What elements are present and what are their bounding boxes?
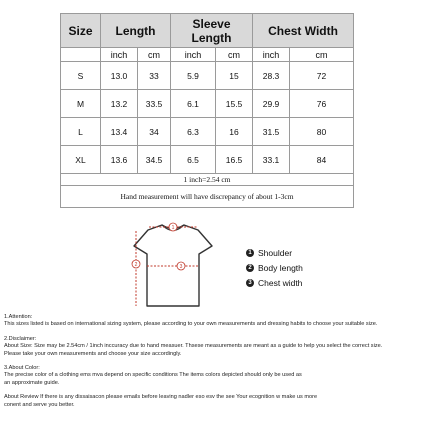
table-cell: 76 xyxy=(290,90,354,118)
measurement-note-row xyxy=(61,186,354,208)
unit-chest-inch: inch xyxy=(253,48,290,62)
conversion-note: 1 inch=2.54 cm xyxy=(61,174,354,186)
unit-length-cm: cm xyxy=(138,48,171,62)
svg-text:1: 1 xyxy=(171,225,175,231)
table-cell: 16.5 xyxy=(216,146,253,174)
table-cell: 29.9 xyxy=(253,90,290,118)
unit-chest-cm: cm xyxy=(290,48,354,62)
table-cell: 15 xyxy=(216,62,253,90)
legend-number: 2 xyxy=(246,264,254,272)
attention-title: 1.Attention: xyxy=(4,314,33,320)
marker-2 xyxy=(132,260,140,268)
table-row xyxy=(61,90,354,118)
unit-sleeve-cm: cm xyxy=(216,48,253,62)
svg-text:3: 3 xyxy=(179,264,183,270)
disclaimer-line: Please take your own measurements and choose your size accordingly. xyxy=(4,350,182,357)
table-cell: 80 xyxy=(290,118,354,146)
table-cell: 5.9 xyxy=(171,62,216,90)
unit-sleeve-inch: inch xyxy=(171,48,216,62)
marker-3 xyxy=(177,262,185,270)
legend-label: Chest width xyxy=(258,277,303,288)
table-cell: 15.5 xyxy=(216,90,253,118)
size-chart-table xyxy=(60,13,354,208)
review-line: About Review If there is any dissaisacon please emails before leaving nadler eso esv the see Your ecognition w make us more xyxy=(4,394,318,401)
table-cell: 33.1 xyxy=(253,146,290,174)
table-row xyxy=(61,146,354,174)
table-cell: 13.2 xyxy=(101,90,138,118)
legend-number: 1 xyxy=(246,249,254,257)
attention-text: This sizes listed is based on international sizing system, please according to your own measurements and dressing habits to choose your suitable size. xyxy=(4,321,378,328)
header-length: Length xyxy=(101,14,171,48)
tshirt-icon xyxy=(128,222,218,312)
legend-number: 3 xyxy=(246,279,254,287)
measurement-legend xyxy=(246,245,303,290)
table-cell: 6.5 xyxy=(171,146,216,174)
table-cell: 33 xyxy=(138,62,171,90)
size-cell: XL xyxy=(61,146,101,174)
disclaimer-title: 2.Disclaimer: xyxy=(4,335,37,342)
conversion-row xyxy=(61,174,354,186)
legend-label: Body length xyxy=(258,262,303,273)
table-cell: 31.5 xyxy=(253,118,290,146)
table-cell: 34 xyxy=(138,118,171,146)
disclaimer-line: About Size: Size may be 2.54cm / 1inch inccuracy due to hand measuer. Thsese measurements are meant as a guide to help you select the correct size. xyxy=(4,343,383,350)
table-cell: 84 xyxy=(290,146,354,174)
header-sleeve-length: Sleeve Length xyxy=(171,14,253,48)
legend-item-body-length xyxy=(246,260,303,275)
svg-text:2: 2 xyxy=(134,262,138,268)
table-cell: 72 xyxy=(290,62,354,90)
table-cell: 28.3 xyxy=(253,62,290,90)
table-cell: 34.5 xyxy=(138,146,171,174)
tshirt-diagram xyxy=(128,222,218,312)
unit-length-inch: inch xyxy=(101,48,138,62)
table-cell: 16 xyxy=(216,118,253,146)
table-cell: 13.0 xyxy=(101,62,138,90)
size-cell: L xyxy=(61,118,101,146)
table-cell: 6.3 xyxy=(171,118,216,146)
color-line: an approximate guide. xyxy=(4,379,60,386)
legend-item-chest-width xyxy=(246,275,303,290)
legend-item-shoulder xyxy=(246,245,303,260)
header-chest-width: Chest Width xyxy=(253,14,354,48)
unit-blank xyxy=(61,48,101,62)
unit-row xyxy=(61,48,354,62)
table-cell: 6.1 xyxy=(171,90,216,118)
size-cell: M xyxy=(61,90,101,118)
table-row xyxy=(61,62,354,90)
color-line: The precise color of a clothing ems mva depend on specific conditions The items colors depicted should only be used as xyxy=(4,372,302,379)
size-cell: S xyxy=(61,62,101,90)
table-cell: 13.4 xyxy=(101,118,138,146)
table-cell: 33.5 xyxy=(138,90,171,118)
header-row xyxy=(61,14,354,48)
header-size: Size xyxy=(61,14,101,48)
review-line: conent and serve you better. xyxy=(4,401,75,408)
marker-1 xyxy=(169,223,177,231)
legend-label: Shoulder xyxy=(258,247,293,258)
measurement-note: Hand measurement will have discrepancy of about 1-3cm xyxy=(61,186,354,208)
color-title: 3.About Color: xyxy=(4,365,40,372)
table-row xyxy=(61,118,354,146)
notes-section xyxy=(4,314,428,409)
table-cell: 13.6 xyxy=(101,146,138,174)
